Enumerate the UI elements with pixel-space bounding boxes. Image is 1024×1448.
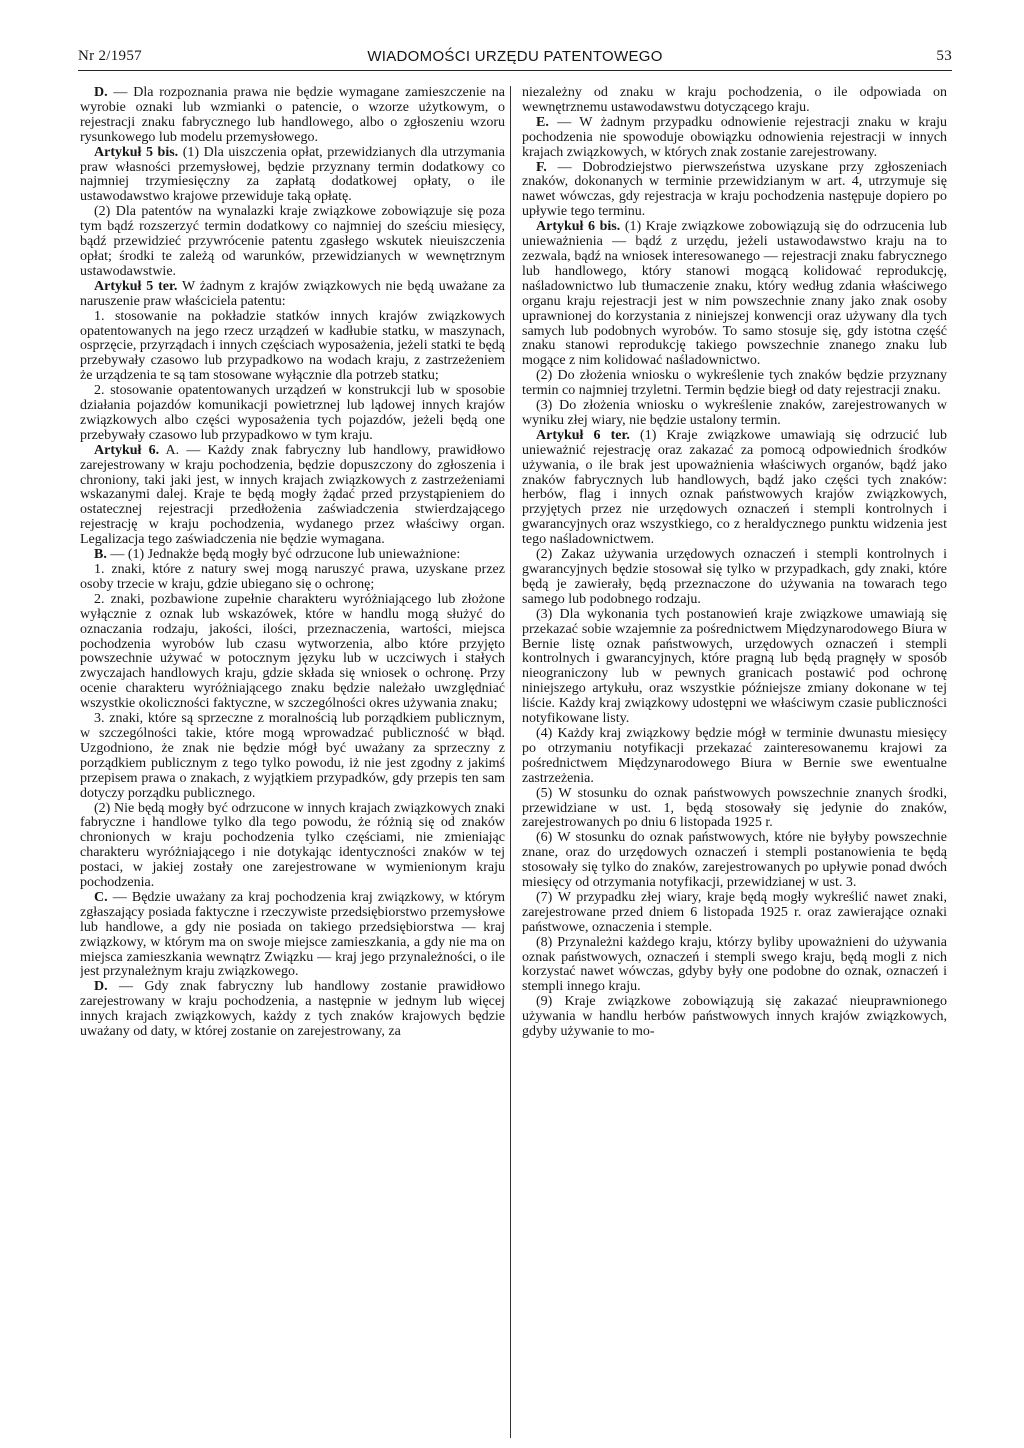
paragraph: (8) Przynależni każdego kraju, którzy byliby upoważnieni do używania oznak państwowych, oznaczeń i stempli swego kraju, będą mogli z nich korzystać nawet wówczas, gdyby były one podobne do oznak, oznaczeń i stempli innego kraju. <box>522 934 947 995</box>
paragraph: Artykuł 6 ter. (1) Kraje związkowe umawiają się odrzucić lub unieważnić rejestrację oraz zakazać za pomocą odpowiednich środków używania, o ile brak jest upoważnienia właściwych organów, bądź jako znaków fabrycznych lub handlowych, bądź jako części tych znaków: herbów, flag i innych oznak państwowych krajów związkowych, przyjętych przez nie urzędowych oznaczeń i stempli kontrolnych i gwarancyjnych oraz wszystkiego, co z heraldycznego punktu widzenia jest tego naśladownictwem. <box>522 427 947 548</box>
paragraph: Artykuł 6. A. — Każdy znak fabryczny lub handlowy, prawidłowo zarejestrowany w kraju pochodzenia, będzie dopuszczony do zgłoszenia i chroniony, taki jaki jest, w innych krajach związkowych z zastrzeżeniami wskazanymi dalej. Kraje te będą mogły żądać przed przystąpieniem do ostatecznej rejestracji przedłożenia zaświadczenia stwierdzającego rejestrację w kraju pochodzenia, wydanego przez właściwy organ. Legalizacja tego zaświadczenia nie będzie wymagana. <box>80 442 505 548</box>
paragraph: 1. znaki, które z natury swej mogą naruszyć prawa, uzyskane przez osoby trzecie w kraju, gdzie ubiegano się o ochronę; <box>80 562 505 592</box>
paragraph: (5) W stosunku do oznak państwowych powszechnie znanych środki, przewidziane w ust. 1, będą stosowały się jedynie do znaków, zarejestrowanych po dniu 6 listopada 1925 r. <box>522 785 947 831</box>
paragraph: D. — Gdy znak fabryczny lub handlowy zostanie prawidłowo zarejestrowany w kraju pochodzenia, a następnie w jednym lub więcej innych krajach związkowych, każdy z tych znaków krajowych będzie uważany od daty, w której zostanie on zarejestrowany, za <box>80 979 505 1040</box>
page-header <box>78 44 952 71</box>
paragraph: (4) Każdy kraj związkowy będzie mógł w terminie dwunastu miesięcy po otrzymaniu notyfikacji przekazać zainteresowanemu krajowi za pośrednictwem Międzynarodowego Biura w Bernie swe ewentualne zastrzeżenia. <box>522 725 947 786</box>
paragraph: Artykuł 5 ter. W żadnym z krajów związkowych nie będą uważane za naruszenie praw właściciela patentu: <box>80 278 505 309</box>
issue-number: Nr 2/1957 <box>78 48 142 64</box>
section-label: Artykuł 6. <box>94 442 160 458</box>
paragraph: B. — (1) Jednakże będą mogły być odrzucone lub unieważnione: <box>94 547 461 563</box>
section-label: F. <box>536 159 547 175</box>
publication-title: WIADOMOŚCI URZĘDU PATENTOWEGO <box>367 48 663 65</box>
section-label: Artykuł 5 bis. <box>94 144 179 160</box>
paragraph: F. — Dobrodziejstwo pierwszeństwa uzyskane przy zgłoszeniach znaków, dokonanych w terminie przewidzianym w art. 4, utrzymuje się nawet wówczas, gdy rejestracja w kraju pochodzenia następuje dopiero po upływie tego terminu. <box>522 159 947 220</box>
right-column <box>522 86 947 1438</box>
page-number: 53 <box>936 48 952 64</box>
section-label: D. <box>94 979 108 995</box>
paragraph: (2) Dla patentów na wynalazki kraje związkowe zobowiązuje się poza tym bądź rozszerzyć termin dodatkowy co najmniej do sześciu miesięcy, bądź przewidzieć przywrócenie patentu zgasłego wskutek nieuiszczenia opłat; środki te zależą od warunków, przewidzianych w wewnętrznym ustawodawstwie. <box>80 204 505 279</box>
section-label: D. <box>94 86 108 100</box>
column-divider <box>510 86 511 1438</box>
paragraph: (2) Nie będą mogły być odrzucone w innych krajach związkowych znaki fabryczne i handlowe tylko dla tego powodu, że różnią się od znaków chronionych w kraju pochodzenia tylko częściami, nie zmieniając charakteru wyróżniającego i nie dotykając identyczności znaków w tej postaci, w jakiej zostały one zarejestrowane w wymienionym kraju pochodzenia. <box>80 800 505 891</box>
paragraph: 3. znaki, które są sprzeczne z moralnością lub porządkiem publicznym, w szczególności takie, które mogą wprowadzać publiczność w błąd. Uzgodniono, że znak nie będzie mógł być uważany za sprzeczny z porządkiem publicznym z tego tylko powodu, iż nie jest zgodny z jakimś przepisem prawa o znakach, z wyjątkiem przypadków, gdy przepis ten sam dotyczy porządku publicznego. <box>80 711 505 801</box>
paragraph: D. — Dla rozpoznania prawa nie będzie wymagane zamieszczenie na wyrobie oznaki lub wzmianki o patencie, o wzorze użytkowym, o rejestracji znaku fabrycznego lub handlowego, albo o zgłoszeniu wzoru rysunkowego lub modelu przemysłowego. <box>80 86 505 145</box>
paragraph: 2. znaki, pozbawione zupełnie charakteru wyróżniającego lub złożone wyłącznie z oznak lub wskazówek, które w handlu mogą służyć do oznaczania rodzaju, jakości, ilości, przeznaczenia, wartości, miejsca pochodzenia wyrobów lub czasu wytworzenia, albo które przyjęto powszechnie używać w potocznym języku lub w uczciwych i stałych zwyczajach handlowych kraju, gdzie składa się wniosek o ochronę. Przy ocenie charakteru wyróżniającego znaku będzie należało uwzględniać wszystkie okoliczności faktyczne, w szczególności okres używania znaku; <box>80 591 505 712</box>
paragraph: (3) Do złożenia wniosku o wykreślenie znaków, zarejestrowanych w wyniku złej wiary, nie będzie ustalony termin. <box>522 398 947 428</box>
paragraph: Artykuł 5 bis. (1) Dla uiszczenia opłat, przewidzianych dla utrzymania praw własności przemysłowej, będzie przyznany termin dodatkowy co najmniej trzymiesięczny za zapłatą dodatkowej opłaty, o ile ustawodawstwo krajowe przewiduje taką opłatę. <box>80 144 505 205</box>
left-column <box>80 86 505 1438</box>
section-label: Artykuł 6 bis. <box>536 219 621 235</box>
paragraph: (3) Dla wykonania tych postanowień kraje związkowe umawiają się przekazać sobie wzajemnie za pośrednictwem Międzynarodowego Biura w Bernie listę oznak państwowych, urzędowych oznaczeń i stempli kontrolnych i gwarancyjnych, które pragną lub będą pragnęły w sposób nieograniczony lub w pewnych granicach postawić pod ochronę niniejszego artykułu, oraz wszystkie późniejsze zmiany dokonane w tej liście. Każdy kraj związkowy udostępni we właściwym czasie publiczności notyfikowane listy. <box>522 606 947 727</box>
paragraph: (6) W stosunku do oznak państwowych, które nie byłyby powszechnie znane, oraz do urzędowych oznaczeń i stempli postanowienia te będą stosowały się tylko do znaków, zarejestrowanych po upływie ponad dwóch miesięcy od otrzymania notyfikacji, przewidzianej w ust. 3. <box>522 830 947 891</box>
paragraph: 1. stosowanie na pokładzie statków innych krajów związkowych opatentowanych na jego rzecz urządzeń w kadłubie statku, w maszynach, osprzęcie, przyrządach i innych częściach wyposażenia, jeżeli statki te będą przebywały czasowo lub przypadkowo na wodach kraju, z zastrzeżeniem że urządzenia te są tam stosowane wyłącznie dla potrzeb statku; <box>80 308 505 384</box>
paragraph: C. — Będzie uważany za kraj pochodzenia kraj związkowy, w którym zgłaszający posiada faktyczne i rzeczywiste przedsiębiorstwo przemysłowe lub handlowe, a gdy nie posiada on takiego przedsiębiorstwa — kraj związkowy, w którym ma on swoje miejsce zamieszkania, a gdy nie ma on miejsca zamieszkania wewnątrz Związku — kraj jego przynależności, o ile jest przynależnym kraju związkowego. <box>80 889 505 980</box>
section-label: B. <box>94 547 107 563</box>
section-label: C. <box>94 889 108 905</box>
paragraph: E. — W żadnym przypadku odnowienie rejestracji znaku w kraju pochodzenia nie spowoduje obowiązku odnowienia rejestracji w innych krajach związkowych, w których znak zostanie zarejestrowany. <box>522 114 947 160</box>
paragraph: 2. stosowanie opatentowanych urządzeń w konstrukcji lub w sposobie działania pojazdów komunikacji powietrznej lub lądowej innych krajów związkowych albo części wyposażenia tych pojazdów, jeżeli będą one przebywały czasowo lub przypadkowo w tym kraju. <box>80 383 505 443</box>
section-label: Artykuł 6 ter. <box>536 427 630 443</box>
paragraph: Artykuł 6 bis. (1) Kraje związkowe zobowiązują się do odrzucenia lub unieważnienia — bądź z urzędu, jeżeli ustawodawstwo kraju na to zezwala, bądź na wniosek interesowanego — rejestracji znaku fabrycznego lub handlowego, który stanowi mogącą kolidować reprodukcję, naśladownictwo lub tłumaczenie znaku, który według zdania właściwego organu kraju rejestracji jest w nim powszechnie znany jako znak osoby uprawnionej do korzystania z niniejszej konwencji oraz używany dla tych samych lub podobnych wyrobów. To samo stosuje się, gdy istotna część znaku stanowi reprodukcję takiego powszechnie znanego znaku lub mogące z nim kolidować naśladownictwo. <box>522 219 947 369</box>
paragraph: (2) Zakaz używania urzędowych oznaczeń i stempli kontrolnych i gwarancyjnych będzie stosował się tylko w przypadkach, gdy znaki, które będą je zawierały, będą przeznaczone do używania na towarach tego samego lub podobnego rodzaju. <box>522 547 947 607</box>
section-label: Artykuł 5 ter. <box>94 278 178 294</box>
paragraph: (7) W przypadku złej wiary, kraje będą mogły wykreślić nawet znaki, zarejestrowane przed dniem 6 listopada 1925 r. oraz zawierające oznaki państwowe, oznaczenia i stemple. <box>522 889 947 935</box>
paragraph: (9) Kraje związkowe zobowiązują się zakazać nieuprawnionego używania w handlu herbów państwowych innych krajów związkowych, gdyby używanie to mo- <box>522 994 947 1040</box>
section-label: E. <box>536 114 549 130</box>
paragraph: niezależny od znaku w kraju pochodzenia, o ile odpowiada on wewnętrznemu ustawodawstwu dotyczącego kraju. <box>522 86 947 115</box>
paragraph: (2) Do złożenia wniosku o wykreślenie tych znaków będzie przyznany termin co najmniej trzyletni. Termin będzie biegł od daty rejestracji znaku. <box>522 368 947 399</box>
